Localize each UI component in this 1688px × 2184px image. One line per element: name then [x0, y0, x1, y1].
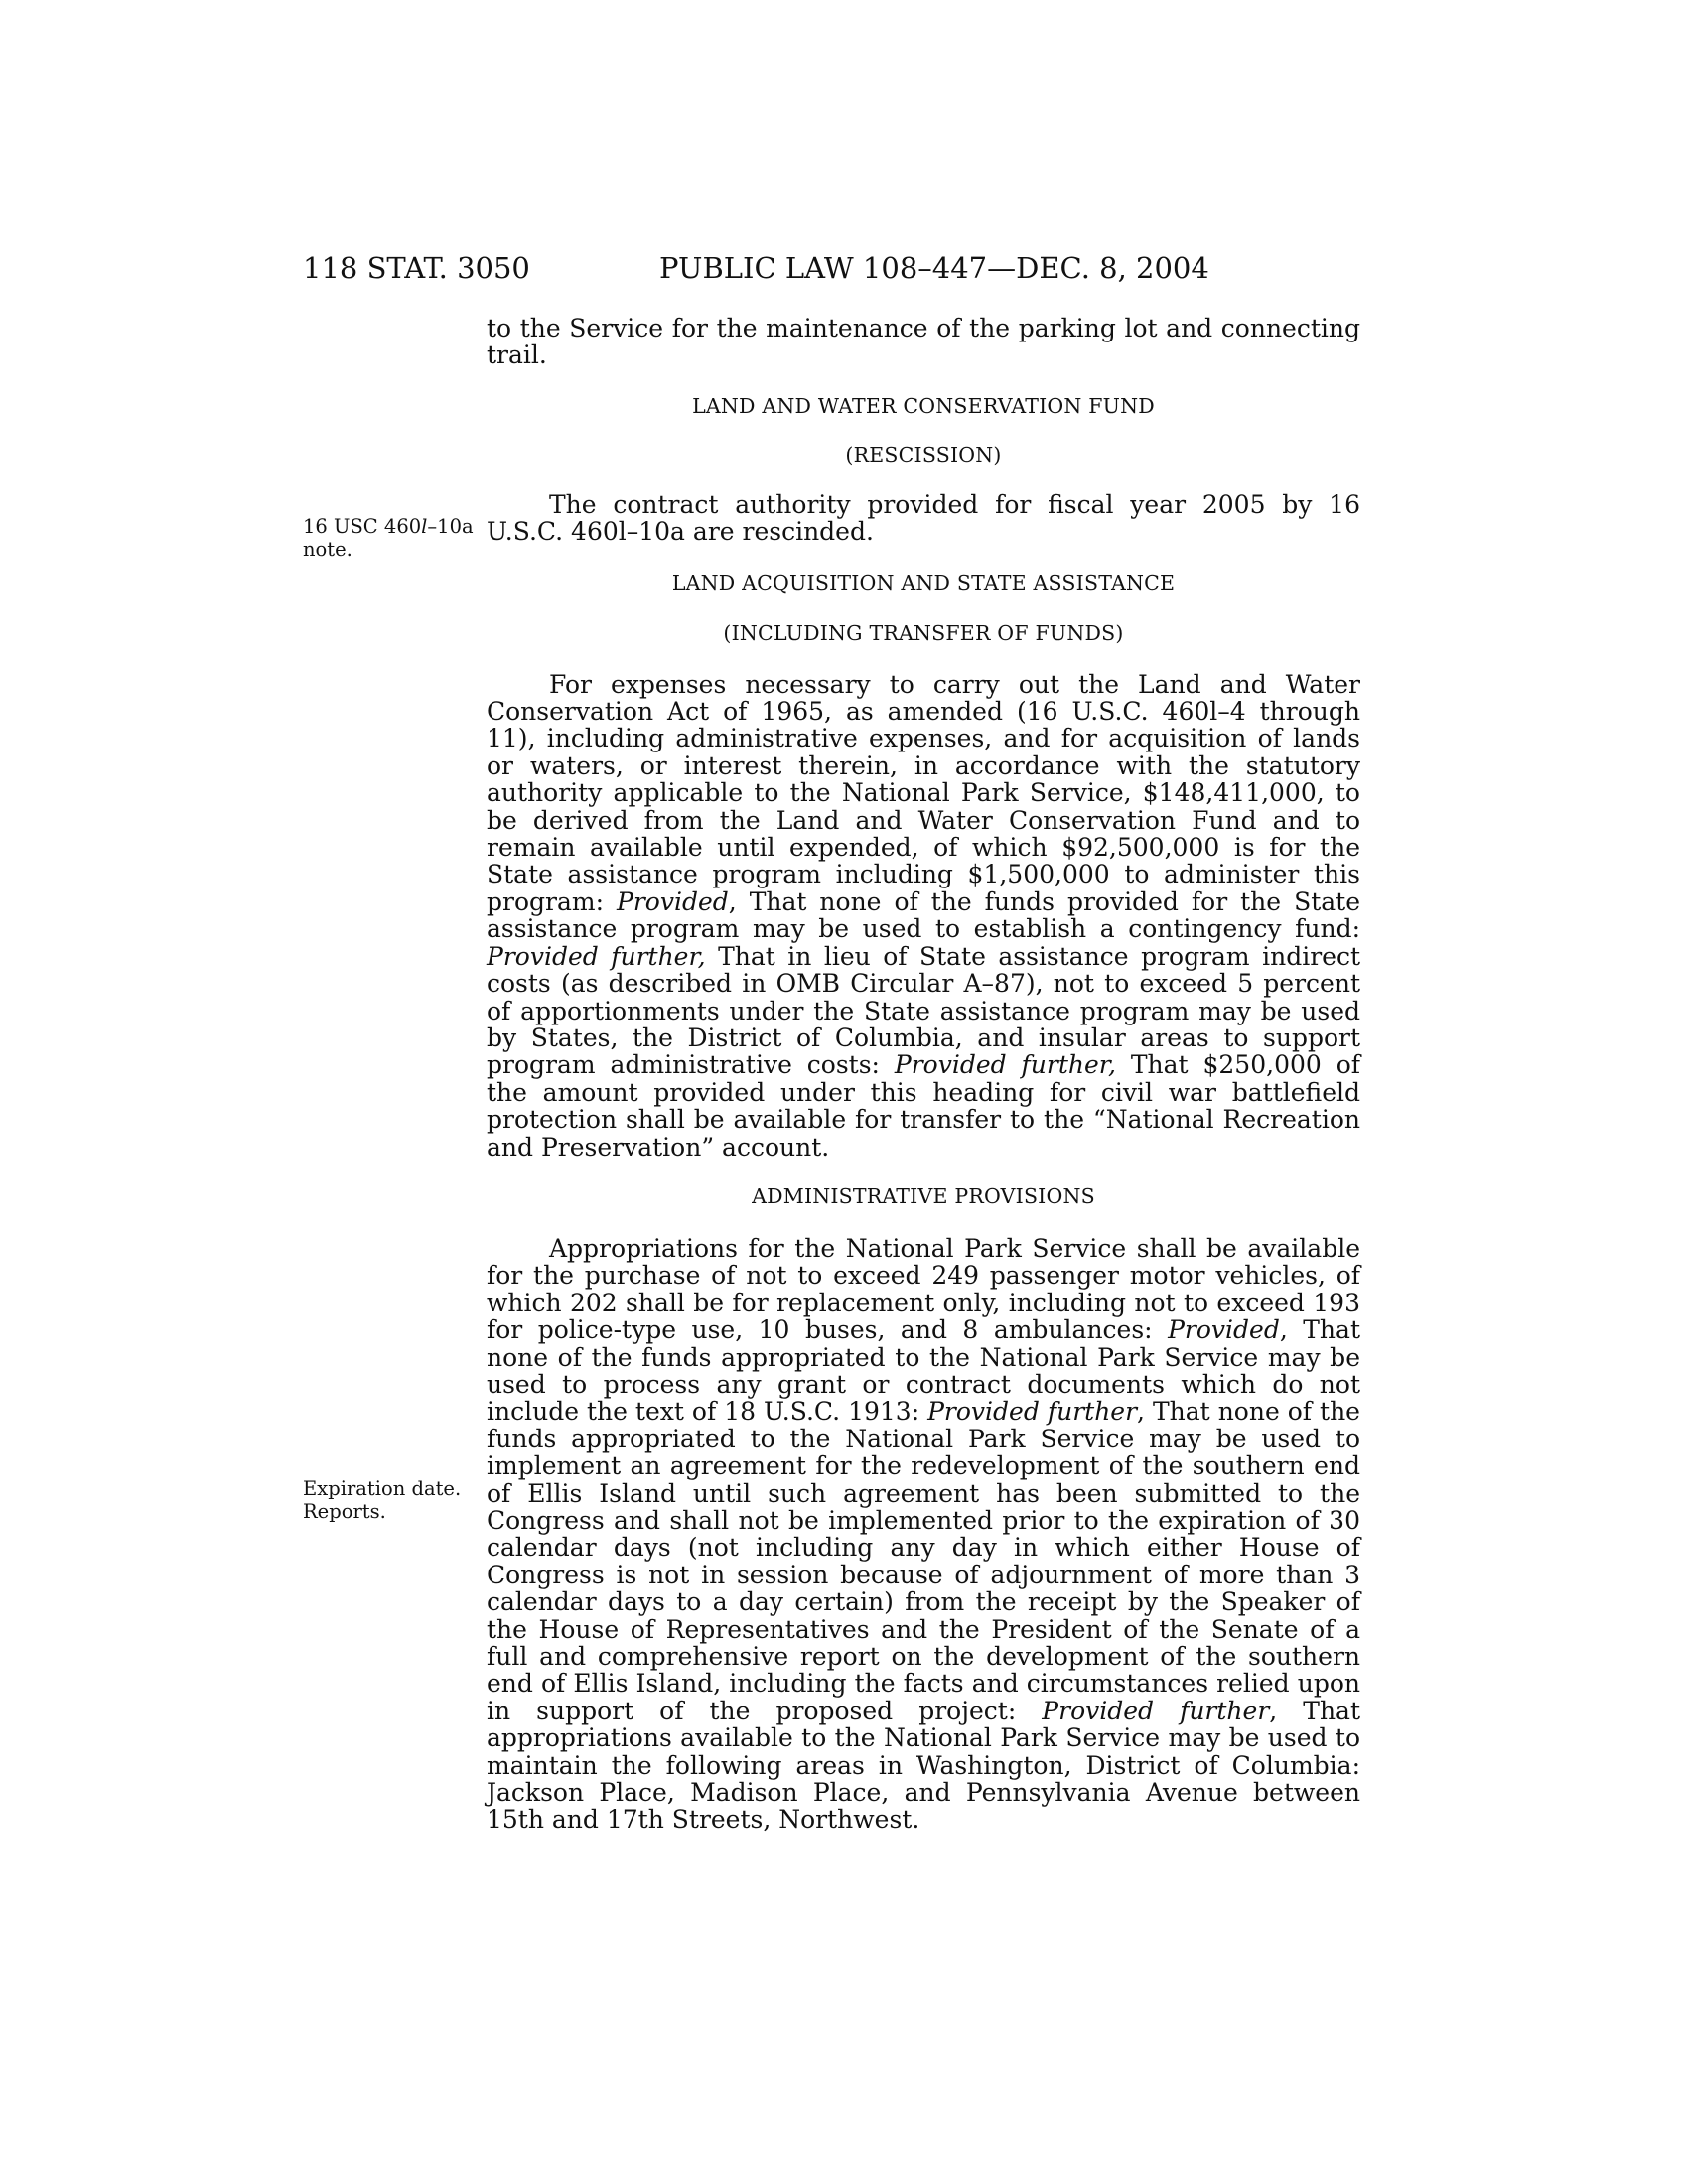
body-text-column: [487, 315, 1360, 1834]
public-law-title: PUBLIC LAW 108–447—DEC. 8, 2004: [659, 251, 1209, 285]
expiration-date-note: Expiration date.: [303, 1477, 462, 1500]
administrative-provisions-heading: ADMINISTRATIVE PROVISIONS: [752, 1183, 1095, 1208]
usc-citation-line: 16 USC 460l–10a: [303, 515, 474, 538]
continuation-paragraph: to the Service for the maintenance of the parking lot and connecting trail.: [487, 314, 1360, 370]
land-acquisition-paragraph: For expenses necessary to carry out the Land and Water Conservation Act of 1965, as amended (16 U.S.C. 460l–4 through 11), including administrative expenses, and for acquisition of lands or waters, or interest therein, in accordance with the statutory authority applicable to the National Park Service, $148,411,000, to be derived from the Land and Water Conservation Fund and to remain available until expended, of which $92,500,000 is for the State assistance program including $1,500,000 to administer this program: Provided, That none of the funds provided for the State assistance program may be used to establish a contingency fund: Provided further, That in lieu of State assistance program indirect costs (as described in OMB Circular A–87), not to exceed 5 percent of apportionments under the State assistance program may be used by States, the District of Columbia, and insular areas to support program administrative costs: Provided further, That $250,000 of the amount provided under this heading for civil war battlefield protection shall be available for transfer to the “National Recreation and Preservation” account.: [487, 669, 1360, 1161]
usc-citation-note: note.: [303, 538, 352, 561]
land-acquisition-heading: LAND ACQUISITION AND STATE ASSISTANCE: [671, 570, 1176, 595]
administrative-provisions-paragraph: Appropriations for the National Park Service shall be available for the purchase of not to exceed 249 passenger motor vehicles, of which 202 shall be for replacement only, including not to exceed 193 for police-type use, 10 buses, and 8 ambulances: Provided, That none of the funds appropriated to the National Park Service may be used to process any grant or contract documents which do not include the text of 18 U.S.C. 1913: Provided further, That none of the funds appropriated to the National Park Service may be used to implement an agreement for the redevelopment of the southern end of Ellis Island until such agreement has been submitted to the Congress and shall not be implemented prior to the expiration of 30 calendar days (not including any day in which either House of Congress is not in session because of adjournment of more than 3 calendar days to a day certain) from the receipt by the Speaker of the House of Representatives and the President of the Senate of a full and comprehensive report on the development of the southern end of Ellis Island, including the facts and circumstances relied upon in support of the proposed project: Provided further, That appropriations available to the National Park Service may be used to maintain the following areas in Washington, District of Columbia: Jackson Place, Madison Place, and Pennsylvania Avenue between 15th and 17th Streets, Northwest.: [487, 1233, 1360, 1835]
margin-note-expiration: [303, 1477, 482, 1523]
statute-page-number: 118 STAT. 3050: [303, 251, 530, 285]
transfer-of-funds-heading: (INCLUDING TRANSFER OF FUNDS): [723, 620, 1124, 645]
margin-note-usc-citation: [303, 515, 482, 561]
rescission-paragraph: The contract authority provided for fiscal year 2005 by 16 U.S.C. 460l–10a are rescinded.: [487, 489, 1360, 547]
running-header: [0, 248, 1688, 288]
rescission-heading: (RESCISSION): [845, 442, 1002, 467]
reports-note: Reports.: [303, 1500, 386, 1523]
lwcf-heading: LAND AND WATER CONSERVATION FUND: [692, 393, 1155, 418]
